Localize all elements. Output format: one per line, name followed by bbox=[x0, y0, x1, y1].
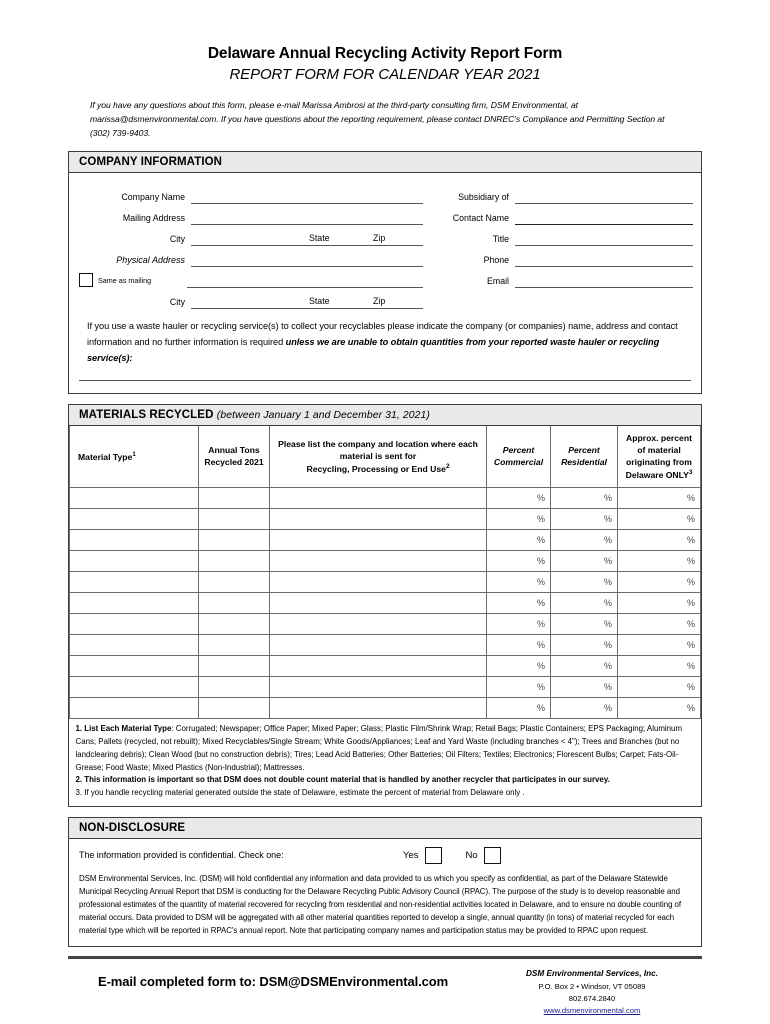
email-input[interactable] bbox=[515, 273, 693, 288]
email-label: Email bbox=[487, 276, 509, 287]
table-row bbox=[70, 614, 701, 635]
table-row bbox=[70, 488, 701, 509]
same-as-mailing-group[interactable] bbox=[77, 273, 187, 288]
cell-percent-commercial[interactable]: % bbox=[487, 614, 551, 635]
column-header-percent-commercial bbox=[487, 426, 551, 488]
city-state-zip-input[interactable] bbox=[191, 231, 423, 246]
phone-label: Phone bbox=[483, 255, 509, 266]
cell-annual-tons[interactable] bbox=[199, 635, 270, 656]
table-row bbox=[70, 677, 701, 698]
cell-material-type[interactable] bbox=[70, 530, 199, 551]
company-name-input[interactable] bbox=[191, 189, 423, 204]
cell-material-type[interactable] bbox=[70, 572, 199, 593]
non-disclosure-header: NON-DISCLOSURE bbox=[69, 818, 701, 839]
company-information-section bbox=[68, 151, 702, 393]
cell-percent-commercial[interactable]: % bbox=[487, 698, 551, 719]
company-contact-block bbox=[482, 968, 702, 1016]
footer-website-link[interactable]: www.dsmenvironmental.com bbox=[543, 1005, 641, 1015]
waste-hauler-note-text: If you use a waste hauler or recycling service(s) to collect your recyclables please indicate the company (or companies) name, address and contact information and no further information is required bbox=[87, 321, 678, 347]
waste-hauler-note bbox=[77, 309, 693, 370]
table-row bbox=[70, 572, 701, 593]
field-row-contact-name bbox=[427, 204, 693, 225]
zip-label: Zip bbox=[373, 233, 386, 244]
non-disclosure-no-option[interactable] bbox=[466, 847, 501, 864]
field-row-city-state-zip-2 bbox=[77, 288, 423, 309]
cell-destination[interactable] bbox=[270, 677, 487, 698]
destination-line1-c: where bbox=[428, 438, 459, 449]
annual-tons-line1: Annual Tons bbox=[208, 445, 260, 456]
cell-percent-residential[interactable]: % bbox=[551, 656, 618, 677]
cell-destination[interactable] bbox=[270, 509, 487, 530]
cell-material-type[interactable] bbox=[70, 656, 199, 677]
cell-destination[interactable] bbox=[270, 698, 487, 719]
column-header-percent-delaware bbox=[618, 426, 701, 488]
cell-percent-commercial[interactable]: % bbox=[487, 509, 551, 530]
page-subtitle: REPORT FORM FOR CALENDAR YEAR 2021 bbox=[229, 66, 541, 84]
field-row-company-name bbox=[77, 183, 423, 204]
cell-annual-tons[interactable] bbox=[199, 614, 270, 635]
same-as-mailing-label: Same as mailing bbox=[98, 275, 152, 285]
annual-tons-line2: Recycled 2021 bbox=[204, 457, 264, 468]
table-row bbox=[70, 530, 701, 551]
cell-percent-residential[interactable]: % bbox=[551, 614, 618, 635]
cell-material-type[interactable] bbox=[70, 698, 199, 719]
cell-percent-delaware[interactable]: % bbox=[618, 677, 701, 698]
destination-line1-a: Please list the company bbox=[278, 438, 378, 449]
footer-address: P.O. Box 2 • Windsor, VT 05089 bbox=[538, 982, 646, 992]
cell-percent-delaware[interactable]: % bbox=[618, 572, 701, 593]
materials-recycled-title: MATERIALS RECYCLED bbox=[79, 408, 214, 421]
field-row-mailing-address bbox=[77, 204, 423, 225]
materials-table-body bbox=[70, 488, 701, 806]
material-type-text: Material Type bbox=[78, 451, 133, 462]
intro-paragraph: If you have any questions about this form, please e-mail Marissa Ambrosi at the third-party consulting firm, DSM Environmental, at marissa@dsmenvironmental.com. If you have questions about the reporting requirement, please contact DNREC's Compliance and Permitting Section at (302) 739-9403. bbox=[90, 100, 665, 139]
material-type-footnote-marker: 1 bbox=[132, 450, 136, 458]
cell-percent-commercial[interactable]: % bbox=[487, 677, 551, 698]
company-information-body bbox=[69, 173, 701, 392]
cell-percent-delaware[interactable]: % bbox=[618, 614, 701, 635]
cell-annual-tons[interactable] bbox=[199, 509, 270, 530]
delaware-line2: of material bbox=[637, 444, 681, 455]
city2-label: City bbox=[169, 297, 185, 308]
non-disclosure-section bbox=[68, 817, 702, 948]
materials-recycled-header bbox=[69, 405, 701, 426]
destination-line1-b: and location bbox=[377, 438, 429, 449]
contact-name-label: Contact Name bbox=[452, 213, 509, 224]
percent-residential-line1: Percent bbox=[568, 445, 600, 456]
non-disclosure-check-row bbox=[79, 847, 691, 872]
destination-line3: Recycling, Processing or End Use bbox=[306, 463, 446, 474]
cell-annual-tons[interactable] bbox=[199, 593, 270, 614]
no-label: No bbox=[465, 849, 478, 861]
cell-percent-commercial[interactable]: % bbox=[487, 656, 551, 677]
table-row bbox=[70, 551, 701, 572]
state2-label: State bbox=[309, 296, 330, 307]
title-input[interactable] bbox=[515, 231, 693, 246]
cell-material-type[interactable] bbox=[70, 635, 199, 656]
cell-percent-residential[interactable]: % bbox=[551, 488, 618, 509]
table-footnotes-row bbox=[70, 719, 701, 806]
field-row-physical-address bbox=[77, 246, 423, 267]
delaware-line3: originating from bbox=[626, 456, 692, 467]
cell-percent-delaware[interactable]: % bbox=[618, 635, 701, 656]
page-title: Delaware Annual Recycling Activity Report Form bbox=[207, 45, 563, 62]
subsidiary-of-input[interactable] bbox=[515, 189, 693, 204]
column-header-material-type bbox=[70, 426, 199, 488]
mailing-address-label: Mailing Address bbox=[122, 213, 185, 224]
table-row bbox=[70, 656, 701, 677]
field-row-same-as-mailing bbox=[77, 267, 423, 288]
cell-destination[interactable] bbox=[270, 551, 487, 572]
destination-line2-c: for bbox=[402, 450, 417, 461]
column-header-percent-residential bbox=[551, 426, 618, 488]
materials-recycled-table bbox=[69, 426, 701, 806]
cell-material-type[interactable] bbox=[70, 677, 199, 698]
mailing-address-input[interactable] bbox=[191, 210, 423, 225]
field-row-city-state-zip bbox=[77, 225, 423, 246]
percent-commercial-line2: Commercial bbox=[493, 457, 544, 468]
cell-destination[interactable] bbox=[270, 572, 487, 593]
cell-destination[interactable] bbox=[270, 593, 487, 614]
table-row bbox=[70, 509, 701, 530]
cell-percent-commercial[interactable]: % bbox=[487, 593, 551, 614]
materials-recycled-daterange: (between January 1 and December 31, 2021) bbox=[216, 409, 430, 421]
cell-material-type[interactable] bbox=[70, 614, 199, 635]
page-footer bbox=[68, 959, 702, 1016]
cell-percent-commercial[interactable]: % bbox=[487, 551, 551, 572]
table-row bbox=[70, 635, 701, 656]
cell-material-type[interactable] bbox=[70, 509, 199, 530]
table-row bbox=[70, 593, 701, 614]
field-row-phone bbox=[427, 246, 693, 267]
physical-address-line2-input[interactable] bbox=[187, 273, 423, 288]
phone-input[interactable] bbox=[515, 252, 693, 267]
footnote-1-text: : Corrugated; Newspaper; Office Paper; Mixed Paper; Glass; Plastic Film/Shrink Wrap; Retail Bags; Plastic Containers; EPS Packaging; Aluminum Cans; Pallets (recycled, not rebuilt); Mixed Recyclables/Single Stream; White Goods/Appliances; Leaf and Yard Waste (including branches < 4"); Trees and Branches (but no landclearing debris); Clean Wood (but no construction debris); Tires; Lead Acid Batteries; Other Batteries; Oil Filters; Textiles; Electronics; Florescent Bulbs; Carpet; Fats-Oil-Grease; Food Waste; Mixed Plastics (Non-Industrial); Mattresses. bbox=[75, 724, 683, 772]
cell-percent-delaware[interactable]: % bbox=[618, 551, 701, 572]
title-block bbox=[68, 0, 702, 141]
percent-residential-line2: Residential bbox=[561, 457, 607, 468]
table-header-row bbox=[70, 426, 701, 488]
cell-destination[interactable] bbox=[270, 488, 487, 509]
same-as-mailing-checkbox[interactable] bbox=[79, 273, 93, 287]
physical-address-input[interactable] bbox=[191, 252, 423, 267]
footnote-2 bbox=[76, 774, 695, 787]
cell-material-type[interactable] bbox=[70, 593, 199, 614]
cell-destination[interactable] bbox=[270, 656, 487, 677]
company-left-column bbox=[77, 183, 423, 309]
cell-material-type[interactable] bbox=[70, 488, 199, 509]
table-row bbox=[70, 698, 701, 719]
cell-annual-tons[interactable] bbox=[199, 551, 270, 572]
zip2-label: Zip bbox=[373, 296, 386, 307]
column-header-annual-tons bbox=[199, 426, 270, 488]
destination-line1-d: each bbox=[458, 438, 478, 449]
cell-percent-commercial[interactable]: % bbox=[487, 572, 551, 593]
materials-footnotes bbox=[70, 719, 701, 806]
contact-name-input[interactable] bbox=[515, 210, 693, 225]
subsidiary-of-label: Subsidiary of bbox=[458, 192, 509, 203]
company-right-column bbox=[423, 183, 693, 309]
cell-percent-delaware[interactable]: % bbox=[618, 698, 701, 719]
non-disclosure-statement: The information provided is confidential. Check one: bbox=[79, 850, 284, 861]
cell-percent-residential[interactable]: % bbox=[551, 593, 618, 614]
cell-destination[interactable] bbox=[270, 530, 487, 551]
cell-annual-tons[interactable] bbox=[199, 572, 270, 593]
cell-material-type[interactable] bbox=[70, 551, 199, 572]
cell-destination[interactable] bbox=[270, 635, 487, 656]
footnote-2-text: 2. This information is important so that DSM does not double count material that is handled by another recycler that participates in our survey. bbox=[75, 775, 610, 785]
cell-percent-delaware[interactable]: % bbox=[618, 656, 701, 677]
column-header-destination bbox=[270, 426, 487, 488]
cell-annual-tons[interactable] bbox=[199, 488, 270, 509]
waste-hauler-input[interactable] bbox=[79, 379, 691, 381]
field-row-title bbox=[427, 225, 693, 246]
no-checkbox[interactable] bbox=[484, 847, 501, 864]
destination-line2-a: material bbox=[339, 450, 376, 461]
footer-phone: 802.674.2840 bbox=[568, 993, 616, 1003]
cell-annual-tons[interactable] bbox=[199, 677, 270, 698]
non-disclosure-yes-option[interactable] bbox=[403, 847, 442, 864]
cell-annual-tons[interactable] bbox=[199, 698, 270, 719]
company-name-label: Company Name bbox=[121, 192, 185, 203]
state-label: State bbox=[309, 233, 330, 244]
cell-percent-residential[interactable]: % bbox=[551, 677, 618, 698]
cell-annual-tons[interactable] bbox=[199, 530, 270, 551]
footer-org-name: DSM Environmental Services, Inc. bbox=[526, 969, 658, 979]
cell-percent-delaware[interactable]: % bbox=[618, 530, 701, 551]
title-label: Title bbox=[492, 234, 509, 245]
cell-percent-residential[interactable]: % bbox=[551, 551, 618, 572]
email-instruction: E-mail completed form to: DSM@DSMEnvironmental.com bbox=[98, 974, 449, 990]
cell-percent-residential[interactable]: % bbox=[551, 572, 618, 593]
waste-hauler-note-emphasis: unless we are unable to obtain quantities from your reported waste hauler or recycling service(s): bbox=[87, 336, 660, 363]
cell-percent-residential[interactable]: % bbox=[551, 698, 618, 719]
non-disclosure-body bbox=[69, 839, 701, 947]
company-information-header: COMPANY INFORMATION bbox=[69, 152, 701, 173]
footnote-3: 3. If you handle recycling material generated outside the state of Delaware, estimate the percent of material from Delaware only . bbox=[75, 788, 525, 798]
cell-percent-residential[interactable]: % bbox=[551, 635, 618, 656]
materials-recycled-section bbox=[68, 404, 702, 807]
cell-percent-commercial[interactable]: % bbox=[487, 488, 551, 509]
yes-label: Yes bbox=[403, 849, 419, 861]
cell-percent-commercial[interactable]: % bbox=[487, 530, 551, 551]
non-disclosure-paragraph: DSM Environmental Services, Inc. (DSM) will hold confidential any information and data provided to us which you specify as confidential, as part of the Delaware Statewide Municipal Recycling Annual Report that DSM is conducting for the Delaware Recycling Public Advisory Council (RPAC). The purpose of the study is to develop reasonable and professional estimates of the quantity of material recovered for recycling from residential and non-residential activities located in Delaware, and to ensure no double counting of material occurs. Data provided to DSM will be aggregated with all other material quantities reported to develop a single, annual quantity (in tons) of material recycled for each material type which will be reported in RPAC's annual report. Note that participating company names and participation status may be provided to RPAC upon request. bbox=[79, 873, 682, 936]
cell-percent-delaware[interactable]: % bbox=[618, 488, 701, 509]
percent-commercial-line1: Percent bbox=[502, 445, 535, 456]
cell-percent-residential[interactable]: % bbox=[551, 530, 618, 551]
cell-percent-residential[interactable]: % bbox=[551, 509, 618, 530]
delaware-footnote-marker: 3 bbox=[688, 469, 693, 477]
destination-footnote-marker: 2 bbox=[445, 463, 450, 471]
cell-percent-delaware[interactable]: % bbox=[618, 509, 701, 530]
footnote-1-label: 1. List Each Material Type bbox=[75, 724, 172, 734]
city-state-zip-2-input[interactable] bbox=[191, 294, 423, 309]
cell-destination[interactable] bbox=[270, 614, 487, 635]
delaware-line4: Delaware ONLY bbox=[625, 470, 689, 480]
cell-percent-commercial[interactable]: % bbox=[487, 635, 551, 656]
physical-address-label: Physical Address bbox=[116, 255, 185, 266]
destination-line2-b: is sent bbox=[375, 450, 403, 461]
field-row-email bbox=[427, 267, 693, 288]
cell-annual-tons[interactable] bbox=[199, 656, 270, 677]
delaware-line1: Approx. percent bbox=[626, 432, 692, 443]
footnote-1 bbox=[76, 723, 695, 774]
yes-checkbox[interactable] bbox=[425, 847, 442, 864]
cell-percent-delaware[interactable]: % bbox=[618, 593, 701, 614]
city-label: City bbox=[169, 234, 185, 245]
field-row-subsidiary-of bbox=[427, 183, 693, 204]
